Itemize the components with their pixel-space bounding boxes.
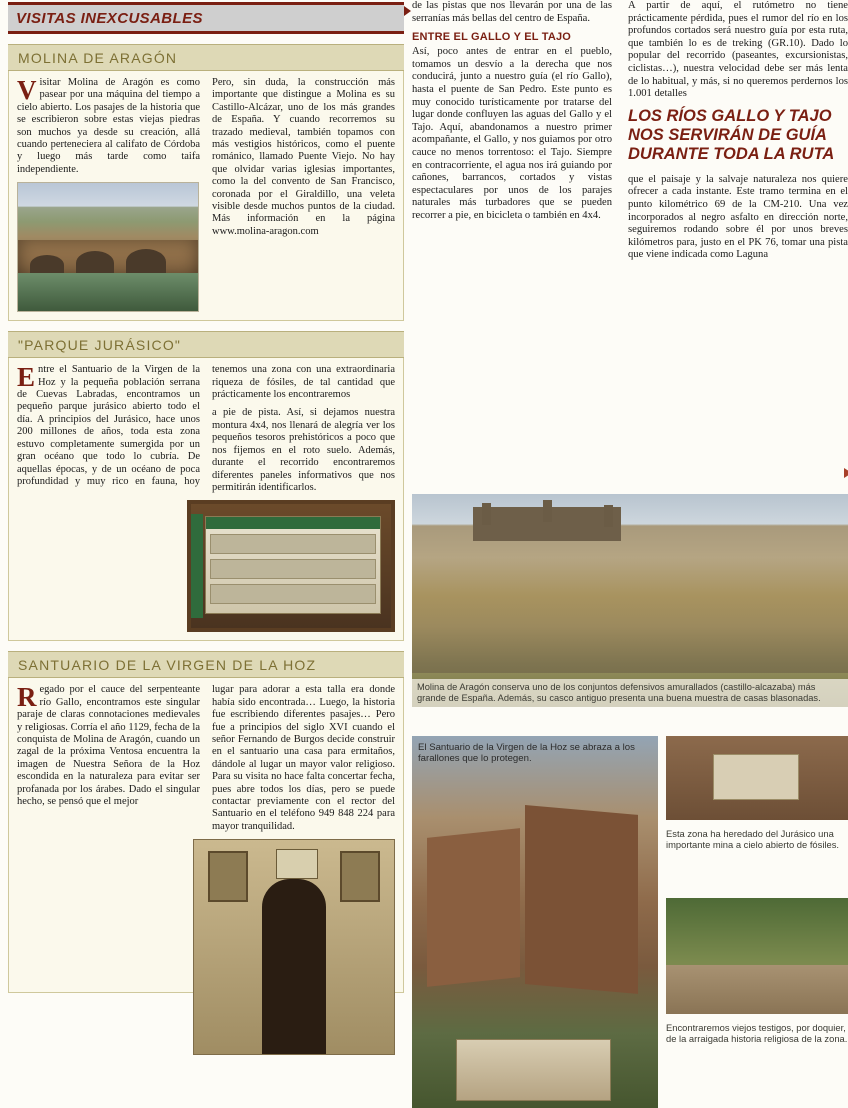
subhead-entre-el-gallo: ENTRE EL GALLO Y EL TAJO [412, 31, 572, 44]
photo-jurassic-info-panel [187, 500, 395, 632]
jurasico-p1-text: ntre el Santuario de la Virgen de la Hoz y la pequeña población serrana de Cuevas Labradas, encontramos un pequeño parque jurásico abierto todo el día. A principios del Jurásico, hace unos 200 millones de años, toda esta zona estuvo completamente sumergida por un gran océano que todo lo cubría. De aquellas épocas, y de un océano de poca profundidad y muy rico en fauna, hoy tenemos una zona con una extraordinaria riqueza de fósiles, de tal cantidad que prácticamente los encontraremos [17, 364, 395, 487]
right-col-1 [412, 0, 612, 229]
section-header-molina [8, 44, 404, 71]
dropcap-molina: V [17, 75, 37, 105]
panel-sheet [205, 516, 381, 614]
right-col2-body [628, 174, 848, 262]
photo-molina-bridge [17, 182, 199, 312]
rock-formation [525, 805, 638, 993]
jurasico-paragraph-2: a pie de pista. Así, si dejamos nuestra montura 4x4, nos llenará de alegría ver los pequeños tesoros prehistóricos a poco que nos fijemos en el roto suelo. Además, durante el recorrido encontraremos diferentes paneles informativos que nos permitirán identificarlos. [212, 407, 395, 493]
wall-painting-right [340, 851, 380, 902]
right-col-2 [628, 0, 848, 268]
caption-vine: Encontraremos viejos testigos, por doquier, de la arraigada historia religiosa de la zona. [666, 1022, 848, 1045]
section-header-santuario [8, 651, 404, 678]
molina-p1-text: isitar Molina de Aragón es como pasear por una máquina del tiempo a cielo abierto. Los pasajes de la historia que se escribieron sobre estas viejas piedras son muchos ya desde su creación, allá cuando perteneciera al califato de Córdoba y luego más tarde como taifa independiente. [17, 77, 200, 175]
bottom-photo-grid [412, 736, 848, 1108]
col1-top-text: de las pistas que nos llevarán por una de las serranías más bellas del centro de España. [412, 0, 612, 24]
page-title-banner [8, 2, 404, 34]
rock-formation [427, 828, 520, 987]
panel-sheet-row [210, 559, 376, 579]
caption-landscape: Molina de Aragón conserva uno de los conjuntos defensivos amurallados (castillo-alcazaba) más grande de España. Además, su casco antiguo presenta una buena muestra de casas blasonadas. [412, 679, 848, 707]
page-continue-arrow-icon [844, 468, 848, 478]
section-body-molina [8, 71, 404, 321]
panel-sheet-row [210, 584, 376, 604]
section-body-jurasico [8, 358, 404, 641]
section-header-jurasico [8, 331, 404, 358]
right-column [412, 0, 848, 1108]
right-col1-body [412, 46, 612, 222]
castle-tower [543, 500, 552, 522]
caption-fossils: Esta zona ha heredado del Jurásico una importante mina a cielo abierto de fósiles. [666, 828, 840, 851]
molina-paragraph-2: Pero, sin duda, la construcción más importante que distingue a Molina es su Castillo-Alcázar, uno de los más grandes de España. Y cuando recorremos su trazado medieval, también topamos con más vestigios históricos, como el puente románico, llamado Puente Viejo. No hay que olvidar varias iglesias importantes, como la del convento de San Francisco, coronada por el Giraldillo, una veleta visible desde muchos puntos de la ciudad. Más información en la página www.molina-aragon.com [212, 77, 395, 237]
continuation-arrow-icon [404, 6, 411, 16]
left-column [8, 0, 404, 1108]
section-title-molina: MOLINA DE ARAGÓN [18, 49, 178, 66]
dropcap-santuario: R [17, 682, 37, 713]
town-rooftops [412, 622, 848, 677]
bridge-arch [76, 251, 114, 275]
castle-tower [604, 505, 613, 527]
right-col1-top [412, 0, 612, 25]
door-opening [262, 879, 326, 1054]
panel-sheet-row [210, 534, 376, 554]
section-body-santuario [8, 678, 404, 993]
santuario-paragraph-2: lugar para adorar a esta talla era donde había sido encontrada… Luego, la historia fue escribiendo diferentes pasajes… Pero fue a principios del siglo XVI cuando el señor Fernando de Burgos decide construir en el santuario una casa para ermitaños, dándole al lugar un mayor valor religioso. Para su visita no hace falta concertar fecha, pues abre todos los días, pero se puede contactar previamente con el rector del Santuario en el teléfono 949 848 224 para mayor tranquilidad. [212, 684, 395, 832]
right-col2-top [628, 0, 848, 101]
col2-body-text: que el paisaje y la salvaje naturaleza nos quiere ofrecer a cada instante. Este tramo termina en el punto kilométrico 69 de la CM-210. Una vez incorporados al negro asfalto en dirección norte, seguiremos rodando sobre él por unos breves kilómetros para, justo en el PK 76, tomar una pista que viene indicada como Laguna [628, 173, 848, 261]
panel-green-strip [191, 514, 203, 618]
photo-santuario-door [193, 839, 395, 1055]
dropcap-jurasico: E [17, 362, 36, 393]
santuario-paragraph-1 [17, 684, 200, 808]
santuario-p1-text: egado por el cauce del serpenteante río Gallo, encontramos este singular paraje de claras connotaciones medievales y religiosas. Corría el año 1129, fecha de la conquista de Molina de Aragón, cuando un zagal de la próxima Ventosa encuentra la imagen de Nuestra Señora de la Hoz escondida en la naturaleza para evitar ser profanada por los árabes. Dado el singular hecho, se pensó que el mejor [17, 684, 200, 807]
section-title-santuario: SANTUARIO DE LA VIRGEN DE LA HOZ [18, 656, 317, 673]
photo-fossil-in-hand [666, 736, 848, 820]
fossil-specimen [713, 754, 799, 800]
door-plaque [276, 849, 318, 879]
castle-tower [482, 503, 491, 525]
pull-quote: LOS RÍOS GALLO Y TAJO NOS SERVIRÁN DE GUÍA DURANTE TODA LA RUTA [628, 106, 835, 163]
molina-paragraph-1 [17, 77, 200, 176]
bridge-arch [126, 249, 166, 275]
section-title-jurasico: "PARQUE JURÁSICO" [18, 336, 182, 353]
col1-body-text: Así, poco antes de entrar en el pueblo, tomamos un desvío a la derecha que nos conducirá, junto a nuestro guía (el río Gallo), hasta el puente de San Pedro. Este punto es muy conocido turísticamente por tratarse del lugar donde confluyen las aguas del Gallo y el Tajo. Aquí, abandonamos a nuestro primer acompañante, el Gallo, y nos guiamos por otro cauce no menos torrentoso: el Tajo. Siempre en contracorriente, el agua nos irá guiando por cañones, barrancos, cortados y vistas espectaculares por unos de los parajes naturales más turbadores que se pueden recorrer a pie, en bicicleta o también en 4x4. [412, 46, 612, 221]
caption-rocks: El Santuario de la Virgen de la Hoz se abraza a los farallones que lo protegen. [418, 742, 635, 765]
photo-santuario-cliffs [412, 736, 658, 1108]
panel-sheet-header [206, 517, 380, 529]
wall-painting-left [208, 851, 248, 902]
santuario-building [456, 1039, 611, 1101]
photo-molina-landscape [412, 494, 848, 707]
santuario-text [17, 684, 395, 833]
bridge-arch [30, 255, 64, 275]
page-title: VISITAS INEXCUSABLES [16, 9, 203, 27]
molina-text [17, 77, 395, 312]
col2-top-text: A partir de aquí, el rutómetro no tiene prácticamente pérdida, pues el rumor del río en los profundos cortados será nuestro guía por esta ruta, que también lo es de treking (GR.10). Dado lo popular del recorrido (paseantes, excursionistas, ciclistas…), nuestra velocidad debe ser más lenta de lo habitual, y más, si no queremos perdernos los 1.001 detalles [628, 0, 848, 100]
stone-wall [666, 965, 848, 1014]
photo-religious-relic [666, 898, 848, 1014]
jurasico-text [17, 364, 395, 494]
